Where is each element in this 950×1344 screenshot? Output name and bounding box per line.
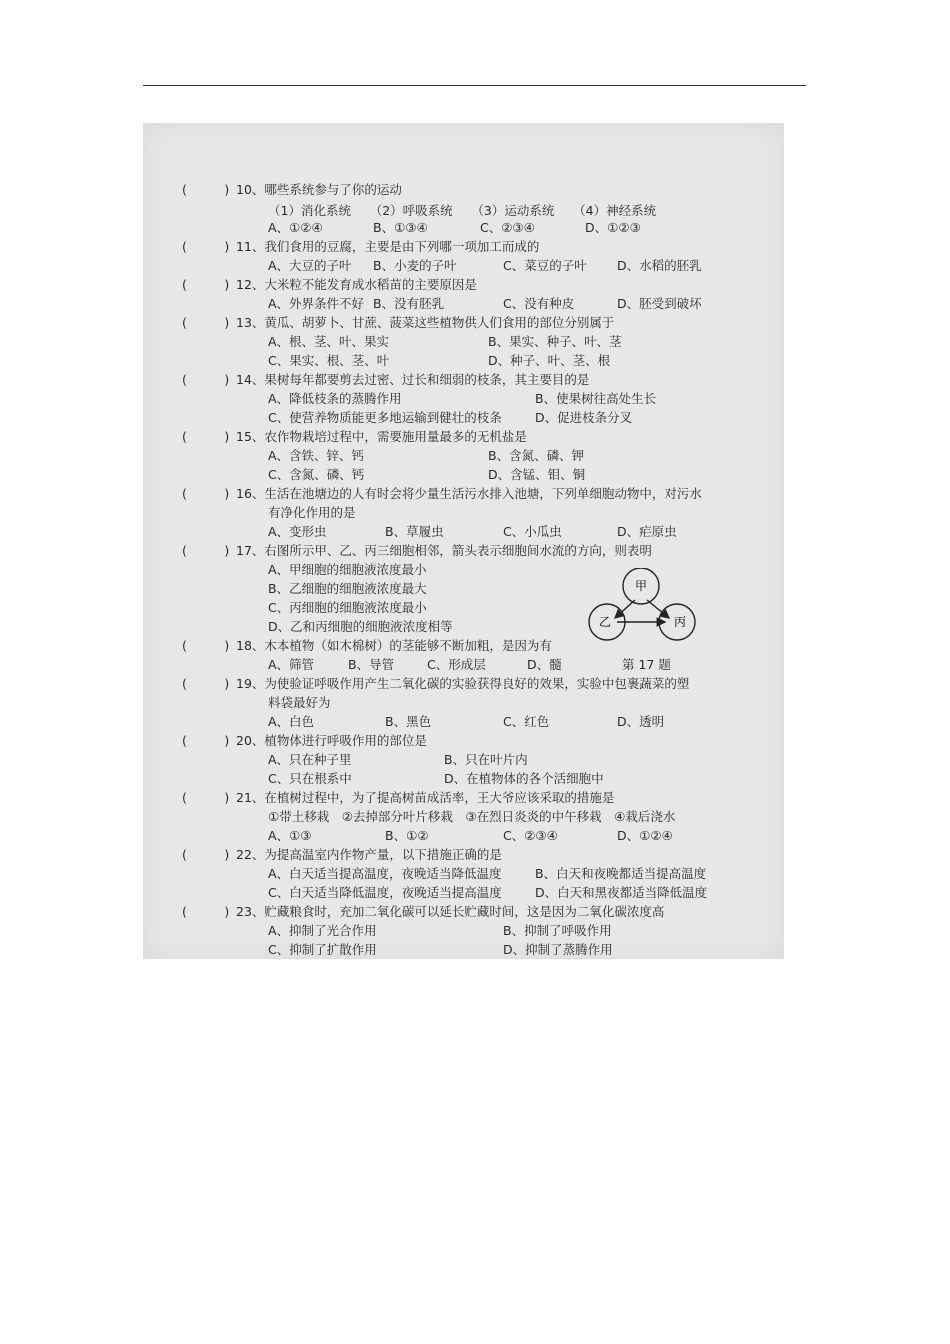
answer-option: C、只在根系中 bbox=[268, 771, 352, 786]
answer-blank: ( ) bbox=[182, 486, 230, 501]
answer-option: D、①②④ bbox=[617, 828, 673, 843]
answer-option: B、没有胚乳 bbox=[373, 296, 445, 311]
answer-blank: ( ) bbox=[182, 239, 230, 254]
question-stem-cont: 料袋最好为 bbox=[268, 695, 331, 710]
answer-option: C、含氮、磷、钙 bbox=[268, 467, 365, 482]
answer-option: D、在植物体的各个活细胞中 bbox=[444, 771, 604, 786]
answer-option: A、外界条件不好 bbox=[268, 296, 365, 311]
header-rule bbox=[143, 85, 806, 86]
answer-option: A、①③ bbox=[268, 828, 312, 843]
answer-option: A、变形虫 bbox=[268, 524, 327, 539]
answer-option: B、使果树往高处生长 bbox=[535, 391, 657, 406]
question-stem: 20、植物体进行呼吸作用的部位是 bbox=[236, 733, 427, 748]
answer-option: C、小瓜虫 bbox=[503, 524, 562, 539]
answer-blank: ( ) bbox=[182, 277, 230, 292]
answer-option: C、使营养物质能更多地运输到健壮的枝条 bbox=[268, 410, 502, 425]
answer-option: B、白天和夜晚都适当提高温度 bbox=[535, 866, 707, 881]
answer-option: D、白天和黑夜都适当降低温度 bbox=[535, 885, 708, 900]
question-stem: 22、为提高温室内作物产量，以下措施正确的是 bbox=[236, 847, 502, 862]
answer-blank: ( ) bbox=[182, 182, 230, 197]
answer-option: D、乙和丙细胞的细胞液浓度相等 bbox=[268, 619, 453, 634]
question-stem-cont: 有净化作用的是 bbox=[268, 505, 356, 520]
answer-blank: ( ) bbox=[182, 429, 230, 444]
answer-option: C、果实、根、茎、叶 bbox=[268, 353, 390, 368]
answer-option: A、①②④ bbox=[268, 220, 323, 235]
answer-option: B、导管 bbox=[348, 657, 395, 672]
question-stem: 15、农作物栽培过程中，需要施用量最多的无机盐是 bbox=[236, 429, 527, 444]
answer-option: A、根、茎、叶、果实 bbox=[268, 334, 390, 349]
answer-option: A、白色 bbox=[268, 714, 315, 729]
answer-blank: ( ) bbox=[182, 315, 230, 330]
answer-option: C、白天适当降低温度，夜晚适当提高温度 bbox=[268, 885, 502, 900]
cell-b-label: 乙 bbox=[599, 615, 612, 629]
question-stem: 10、哪些系统参与了你的运动 bbox=[236, 182, 402, 197]
answer-option: B、含氮、磷、钾 bbox=[488, 448, 585, 463]
question-stem: 12、大米粒不能发育成水稻苗的主要原因是 bbox=[236, 277, 477, 292]
answer-option: D、①②③ bbox=[585, 220, 641, 235]
answer-option: B、①③④ bbox=[373, 220, 428, 235]
answer-option: B、果实、种子、叶、茎 bbox=[488, 334, 622, 349]
answer-option: A、甲细胞的细胞液浓度最小 bbox=[268, 562, 427, 577]
answer-blank: ( ) bbox=[182, 676, 230, 691]
answer-option: D、含锰、钼、铜 bbox=[488, 467, 586, 482]
answer-option: B、草履虫 bbox=[385, 524, 444, 539]
answer-option: B、黑色 bbox=[385, 714, 432, 729]
answer-option: C、抑制了扩散作用 bbox=[268, 942, 377, 957]
question-stem: 13、黄瓜、胡萝卜、甘蔗、菠菜这些植物供人们食用的部位分别属于 bbox=[236, 315, 615, 330]
answer-option: D、透明 bbox=[617, 714, 665, 729]
cell-c-label: 丙 bbox=[674, 615, 687, 629]
answer-blank: ( ) bbox=[182, 904, 230, 919]
answer-blank: ( ) bbox=[182, 733, 230, 748]
answer-option: A、筛管 bbox=[268, 657, 315, 672]
question-subline: （1）消化系统 （2）呼吸系统 （3）运动系统 （4）神经系统 bbox=[268, 203, 657, 218]
question-stem: 19、为使验证呼吸作用产生二氧化碳的实验获得良好的效果，实验中包裹蔬菜的塑 bbox=[236, 676, 690, 691]
answer-blank: ( ) bbox=[182, 372, 230, 387]
answer-option: B、乙细胞的细胞液浓度最大 bbox=[268, 581, 427, 596]
question-stem: 18、木本植物（如木棉树）的茎能够不断加粗，是因为有 bbox=[236, 638, 552, 653]
answer-option: A、含铁、锌、钙 bbox=[268, 448, 365, 463]
answer-option: C、丙细胞的细胞液浓度最小 bbox=[268, 600, 427, 615]
answer-option: D、疟原虫 bbox=[617, 524, 677, 539]
answer-option: D、髓 bbox=[527, 657, 562, 672]
diagram-caption: 第 17 题 bbox=[622, 657, 671, 672]
answer-option: A、降低枝条的蒸腾作用 bbox=[268, 391, 402, 406]
answer-blank: ( ) bbox=[182, 847, 230, 862]
question-stem: 23、贮藏粮食时，充加二氧化碳可以延长贮藏时间，这是因为二氧化碳浓度高 bbox=[236, 904, 665, 919]
question-stem: 21、在植树过程中，为了提高树苗成活率，王大爷应该采取的措施是 bbox=[236, 790, 615, 805]
question-subline: ①带土移栽 ②去掉部分叶片移栽 ③在烈日炎炎的中午移栽 ④栽后浇水 bbox=[268, 809, 676, 824]
answer-option: D、抑制了蒸腾作用 bbox=[503, 942, 613, 957]
answer-option: A、大豆的子叶 bbox=[268, 258, 352, 273]
answer-option: C、②③④ bbox=[503, 828, 558, 843]
answer-option: A、白天适当提高温度，夜晚适当降低温度 bbox=[268, 866, 502, 881]
answer-option: B、小麦的子叶 bbox=[373, 258, 457, 273]
question-stem: 17、右图所示甲、乙、丙三细胞相邻，箭头表示细胞间水流的方向，则表明 bbox=[236, 543, 652, 558]
answer-option: C、红色 bbox=[503, 714, 550, 729]
answer-option: B、只在叶片内 bbox=[444, 752, 528, 767]
question-stem: 11、我们食用的豆腐，主要是由下列哪一项加工而成的 bbox=[236, 239, 540, 254]
answer-blank: ( ) bbox=[182, 543, 230, 558]
answer-option: C、形成层 bbox=[427, 657, 486, 672]
answer-option: D、促进枝条分叉 bbox=[535, 410, 633, 425]
answer-option: D、水稻的胚乳 bbox=[617, 258, 702, 273]
question-stem: 16、生活在池塘边的人有时会将少量生活污水排入池塘，下列单细胞动物中，对污水 bbox=[236, 486, 702, 501]
answer-option: B、抑制了呼吸作用 bbox=[503, 923, 612, 938]
answer-option: B、①② bbox=[385, 828, 429, 843]
answer-option: C、没有种皮 bbox=[503, 296, 575, 311]
answer-blank: ( ) bbox=[182, 638, 230, 653]
question-stem: 14、果树每年都要剪去过密、过长和细弱的枝条，其主要目的是 bbox=[236, 372, 590, 387]
answer-option: C、②③④ bbox=[480, 220, 535, 235]
answer-option: D、种子、叶、茎、根 bbox=[488, 353, 611, 368]
cell-a-label: 甲 bbox=[635, 579, 648, 593]
answer-option: C、菜豆的子叶 bbox=[503, 258, 587, 273]
answer-option: A、只在种子里 bbox=[268, 752, 352, 767]
answer-option: A、抑制了光合作用 bbox=[268, 923, 377, 938]
answer-blank: ( ) bbox=[182, 790, 230, 805]
answer-option: D、胚受到破坏 bbox=[617, 296, 702, 311]
